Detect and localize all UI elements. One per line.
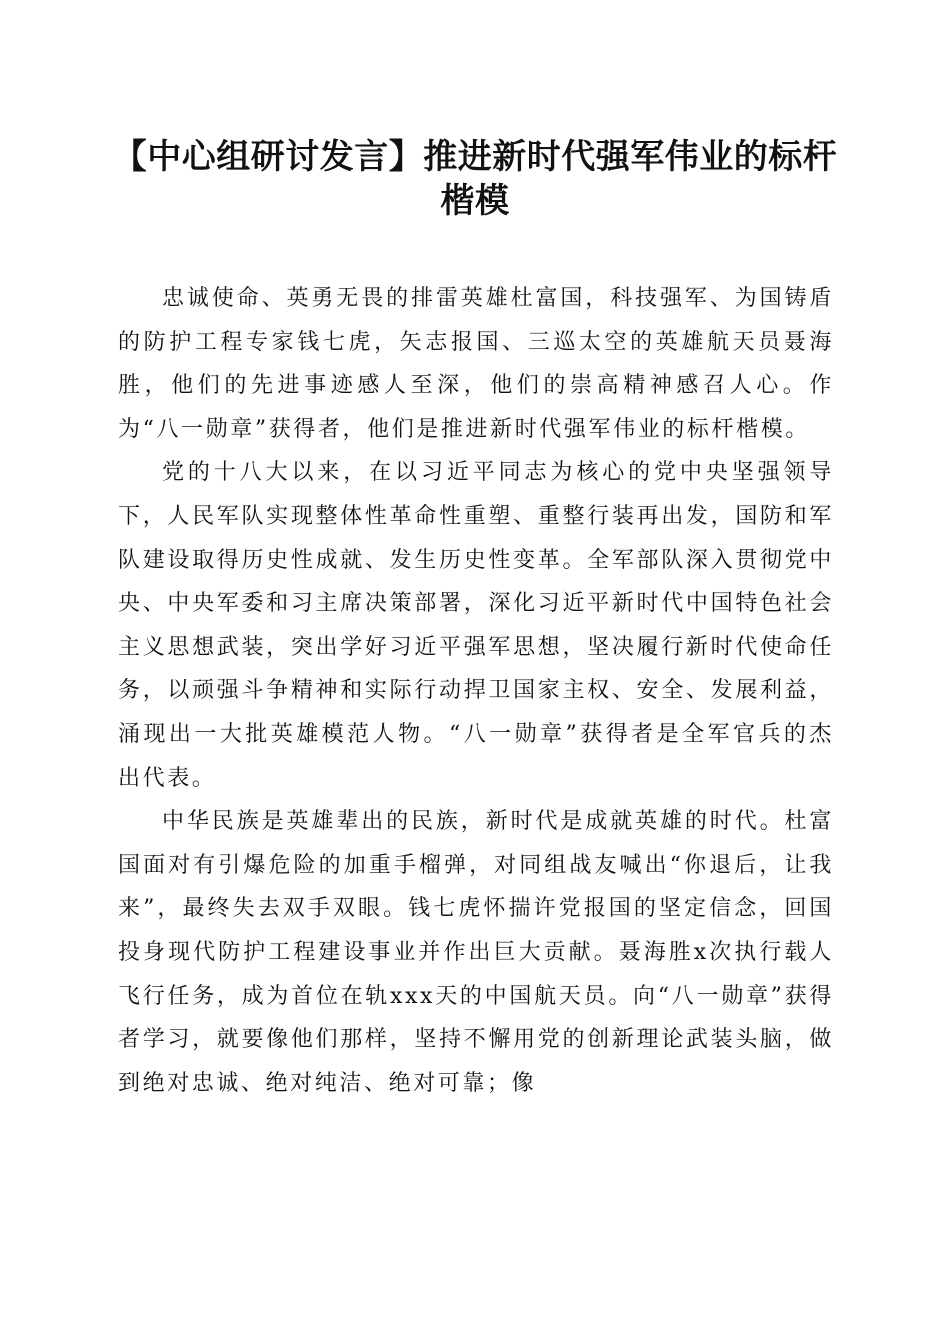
paragraph-1: 忠诚使命、英勇无畏的排雷英雄杜富国，科技强军、为国铸盾的防护工程专家钱七虎，矢志报国、三巡太空的英雄航天员聂海胜，他们的先进事迹感人至深，他们的崇高精神感召人心。作为“八一勋章”获得者，他们是推进新时代强军伟业的标杆楷模。	[118, 286, 834, 442]
document-title: 【中心组研讨发言】推进新时代强军伟业的标杆楷模	[112, 137, 838, 221]
paragraph-2: 党的十八大以来，在以习近平同志为核心的党中央坚强领导下，人民军队实现整体性革命性重塑、重整行装再出发，国防和军队建设取得历史性成就、发生历史性变革。全军部队深入贯彻党中央、中央军委和习主席决策部署，深化习近平新时代中国特色社会主义思想武装，突出学好习近平强军思想，坚决履行新时代使命任务，以顽强斗争精神和实际行动捍卫国家主权、安全、发展利益，涌现出一大批英雄模范人物。“八一勋章”获得者是全军官兵的杰出代表。	[118, 460, 834, 791]
paragraph-3: 中华民族是英雄辈出的民族，新时代是成就英雄的时代。杜富国面对有引爆危险的加重手榴弹，对同组战友喊出“你退后，让我来”，最终失去双手双眼。钱七虎怀揣许党报国的坚定信念，回国投身现代防护工程建设事业并作出巨大贡献。聂海胜x次执行载人飞行任务，成为首位在轨xxx天的中国航天员。向“八一勋章”获得者学习，就要像他们那样，坚持不懈用党的创新理论武装头脑，做到绝对忠诚、绝对纯洁、绝对可靠；像	[118, 809, 834, 1096]
document-body	[118, 277, 834, 1105]
